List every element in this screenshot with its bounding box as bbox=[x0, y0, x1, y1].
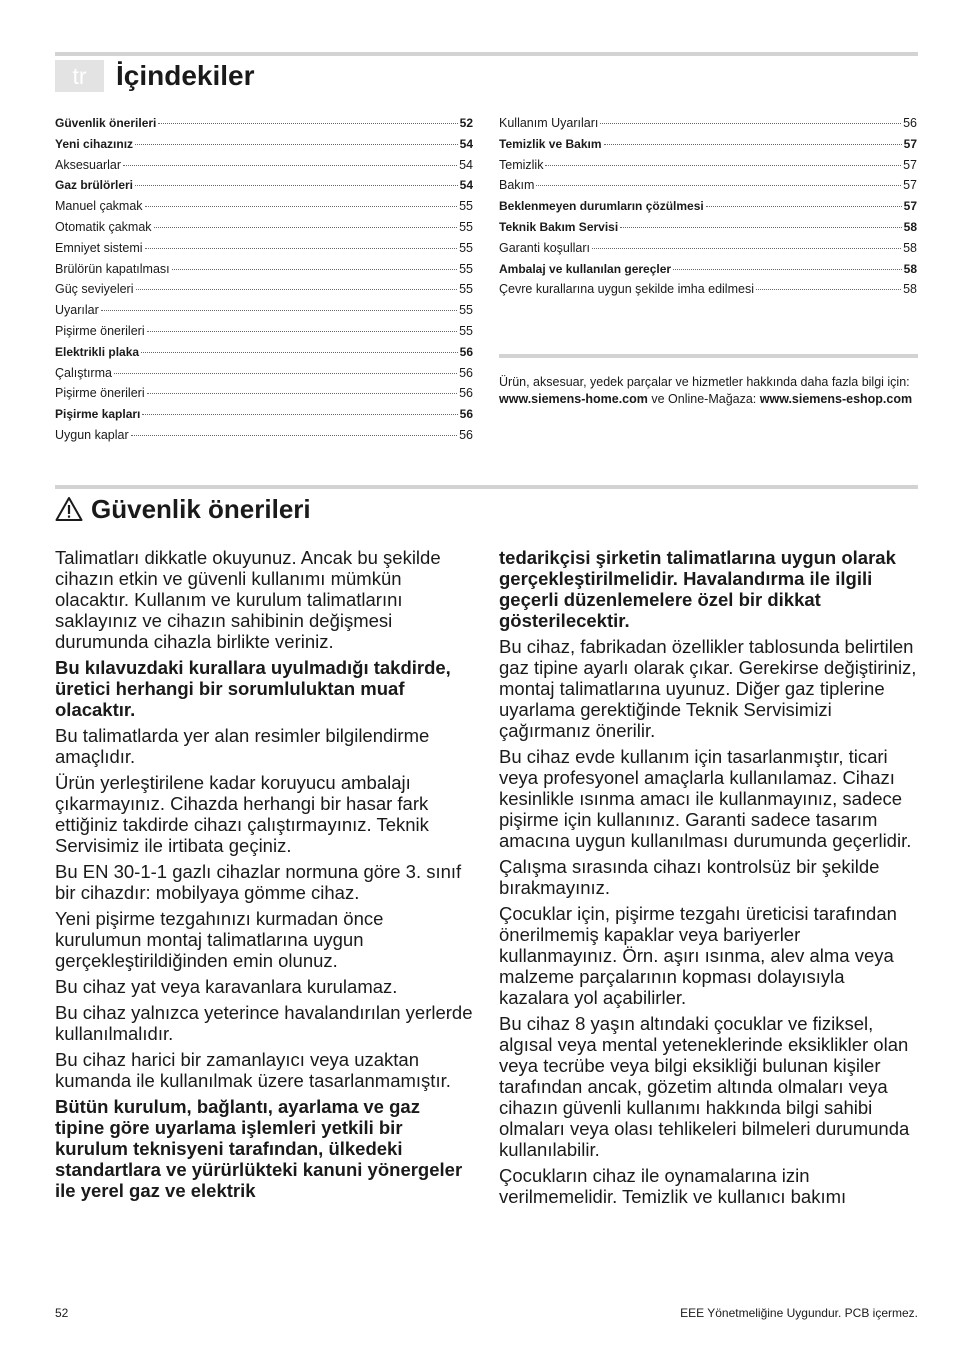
toc-leader-dots bbox=[131, 435, 457, 436]
body-paragraph: Bu cihaz yat veya karavanlara kurulamaz. bbox=[55, 976, 398, 997]
toc-entry-page: 57 bbox=[903, 178, 917, 193]
footer-note: EEE Yönetmeliğine Uygundur. PCB içermez. bbox=[680, 1306, 918, 1320]
toc-entry[interactable] bbox=[499, 238, 917, 259]
toc-leader-dots bbox=[620, 227, 901, 228]
toc-leader-dots bbox=[673, 269, 902, 270]
info-rule bbox=[499, 354, 918, 358]
toc-entry[interactable] bbox=[55, 238, 473, 259]
toc-entry-page: 56 bbox=[459, 386, 473, 401]
toc-entry-label: Yeni cihazınız bbox=[55, 136, 134, 151]
body-paragraph: Yeni pişirme tezgahınızı kurmadan önce kurulumun montaj talimatlarına uygun gerçekleştirildiğinden emin olunuz. bbox=[55, 908, 384, 971]
body-paragraph: Çocukların cihaz ile oynamalarına izin verilmemelidir. Temizlik ve kullanıcı bakımı bbox=[499, 1165, 847, 1207]
page-number: 52 bbox=[55, 1306, 69, 1320]
toc-entry-label: Otomatik çakmak bbox=[55, 219, 152, 234]
info-text-2: ve Online-Mağaza: bbox=[647, 391, 760, 406]
toc-entry-label: Pişirme önerileri bbox=[55, 323, 145, 338]
toc-entry[interactable] bbox=[499, 196, 917, 217]
toc-entry-label: Pişirme önerileri bbox=[55, 386, 145, 401]
toc-leader-dots bbox=[123, 165, 457, 166]
toc-entry[interactable] bbox=[55, 113, 473, 134]
link-siemens-home[interactable]: www.siemens-home.com bbox=[499, 391, 648, 406]
toc-entry-label: Gaz brülörleri bbox=[55, 178, 134, 193]
toc-entry[interactable] bbox=[55, 342, 473, 363]
toc-entry-page: 54 bbox=[459, 157, 473, 172]
toc-leader-dots bbox=[706, 206, 902, 207]
toc-leader-dots bbox=[135, 144, 458, 145]
toc-leader-dots bbox=[136, 289, 458, 290]
toc-entry[interactable] bbox=[55, 175, 473, 196]
toc-entry-page: 58 bbox=[903, 282, 917, 297]
section-title-text: Güvenlik önerileri bbox=[91, 494, 311, 524]
toc-entry-page: 56 bbox=[459, 365, 473, 380]
toc-leader-dots bbox=[592, 248, 901, 249]
toc-entry-label: Manuel çakmak bbox=[55, 199, 143, 214]
toc-entry-page: 54 bbox=[459, 178, 473, 193]
toc-entry-label: Çalıştırma bbox=[55, 365, 112, 380]
toc-leader-dots bbox=[536, 185, 901, 186]
toc-entry[interactable] bbox=[55, 321, 473, 342]
toc-entry-page: 55 bbox=[459, 303, 473, 318]
section-title bbox=[55, 493, 311, 525]
toc-leader-dots bbox=[114, 373, 457, 374]
toc-entry-page: 55 bbox=[459, 261, 473, 276]
toc-leader-dots bbox=[154, 227, 458, 228]
toc-entry-page: 57 bbox=[903, 157, 917, 172]
body-right-column bbox=[499, 547, 917, 1212]
toc-leader-dots bbox=[158, 123, 457, 124]
toc-leader-dots bbox=[145, 248, 458, 249]
toc-entry-label: Bakım bbox=[499, 178, 535, 193]
toc-entry[interactable] bbox=[55, 363, 473, 384]
body-paragraph: tedarikçisi şirketin talimatlarına uygun olarak gerçekleştirilmelidir. Havalandırma ile ilgili geçerli düzenlemelere özel bir dikkat gösterilecektir. bbox=[499, 547, 896, 631]
toc-entry-label: Pişirme kapları bbox=[55, 407, 141, 422]
toc-entry[interactable] bbox=[499, 259, 917, 280]
toc-entry[interactable] bbox=[499, 113, 917, 134]
toc-entry[interactable] bbox=[499, 134, 917, 155]
toc-entry[interactable] bbox=[55, 196, 473, 217]
toc-entry-label: Uygun kaplar bbox=[55, 427, 129, 442]
toc-entry-label: Temizlik ve Bakım bbox=[499, 136, 602, 151]
body-paragraph: Bu cihaz harici bir zamanlayıcı veya uzaktan kumanda ile kullanılmak üzere tasarlanmamıştır. bbox=[55, 1049, 451, 1091]
toc-entry-page: 55 bbox=[459, 323, 473, 338]
toc-leader-dots bbox=[172, 269, 457, 270]
toc-leader-dots bbox=[142, 414, 457, 415]
body-paragraph: Çalışma sırasında cihazı kontrolsüz bir şekilde bırakmayınız. bbox=[499, 856, 880, 898]
toc-entry-label: Temizlik bbox=[499, 157, 544, 172]
body-paragraph: Bu cihaz yalnızca yeterince havalandırılan yerlerde kullanılmalıdır. bbox=[55, 1002, 473, 1044]
body-paragraph: Bu cihaz evde kullanım için tasarlanmıştır, ticari veya profesyonel amaçlarla kullanılamaz. Cihazı kesinlikle ısınma amacı ile kullanmayınız, sadece pişirme için kullanınız. Garanti sadece tasarım amacına uygun kullanılması durumunda geçerlidir. bbox=[499, 746, 912, 851]
body-paragraph: Bütün kurulum, bağlantı, ayarlama ve gaz tipine göre uyarlama işlemleri yetkili bir kurulum teknisyeni tarafından, ülkedeki standartlara ve yürürlükteki kanuni yönergeler ile yerel gaz ve elektrik bbox=[55, 1096, 463, 1201]
toc-entry-label: Çevre kurallarına uygun şekilde imha edilmesi bbox=[499, 282, 754, 297]
toc-entry[interactable] bbox=[499, 155, 917, 176]
toc-entry-page: 57 bbox=[903, 199, 917, 214]
warning-triangle-icon bbox=[55, 496, 83, 522]
toc-entry-page: 56 bbox=[903, 116, 917, 130]
toc-left-column bbox=[55, 113, 473, 446]
body-paragraph: Bu EN 30-1-1 gazlı cihazlar normuna göre 3. sınıf bir cihazdır: mobilyaya gömme cihaz. bbox=[55, 861, 462, 903]
toc-entry-label: Aksesuarlar bbox=[55, 157, 121, 172]
toc-entry-label: Güvenlik önerileri bbox=[55, 116, 157, 130]
toc-entry-page: 57 bbox=[903, 136, 917, 151]
info-text-1: Ürün, aksesuar, yedek parçalar ve hizmetler hakkında daha fazla bilgi için: bbox=[499, 375, 910, 389]
toc-leader-dots bbox=[141, 352, 458, 353]
toc-entry[interactable] bbox=[55, 300, 473, 321]
toc-entry-page: 55 bbox=[459, 219, 473, 234]
body-paragraph: Ürün yerleştirilene kadar koruyucu ambalajı çıkarmayınız. Cihazda herhangi bir hasar fark ettiğiniz takdirde cihazı çalıştırmayınız. Teknik Servisimiz ile irtibata geçiniz. bbox=[55, 772, 429, 856]
toc-leader-dots bbox=[147, 393, 457, 394]
body-paragraph: Bu kılavuzdaki kurallara uyulmadığı takdirde, üretici herhangi bir sorumluluktan muaf olacaktır. bbox=[55, 657, 451, 720]
toc-entry[interactable] bbox=[55, 155, 473, 176]
toc-entry-label: Kullanım Uyarıları bbox=[499, 116, 599, 130]
toc-title: İçindekiler bbox=[116, 60, 255, 91]
toc-leader-dots bbox=[101, 310, 457, 311]
toc-entry-page: 56 bbox=[459, 344, 473, 359]
toc-leader-dots bbox=[604, 144, 902, 145]
toc-entry[interactable] bbox=[55, 279, 473, 300]
toc-entry-page: 58 bbox=[903, 261, 917, 276]
toc-entry-label: Teknik Bakım Servisi bbox=[499, 219, 619, 234]
toc-entry-page: 58 bbox=[903, 219, 917, 234]
body-paragraph: Bu talimatlarda yer alan resimler bilgilendirme amaçlıdır. bbox=[55, 725, 430, 767]
toc-entry[interactable] bbox=[499, 279, 917, 300]
toc-right-column bbox=[499, 113, 917, 300]
toc-entry[interactable] bbox=[55, 217, 473, 238]
toc-leader-dots bbox=[145, 206, 458, 207]
toc-entry-label: Emniyet sistemi bbox=[55, 240, 143, 255]
top-rule bbox=[55, 52, 918, 56]
toc-entry[interactable] bbox=[499, 175, 917, 196]
toc-entry-label: Beklenmeyen durumların çözülmesi bbox=[499, 199, 704, 214]
toc-entry-page: 54 bbox=[459, 136, 473, 151]
link-siemens-eshop[interactable]: www.siemens-eshop.com bbox=[759, 391, 913, 406]
toc-entry[interactable] bbox=[55, 383, 473, 404]
body-left-column bbox=[55, 547, 473, 1206]
toc-entry[interactable] bbox=[55, 425, 473, 446]
body-paragraph: Bu cihaz, fabrikadan özellikler tablosunda belirtilen gaz tipine ayarlı olarak çıkar. Gerekirse değiştiriniz, montaj talimatlarına uyunuz. Diğer gaz tiplerine uyarlama gerektiğinde Teknik Servisimizi çağırmanız önerilir. bbox=[499, 636, 917, 741]
body-paragraph: Çocuklar için, pişirme tezgahı üreticisi tarafından önerilmemiş kapaklar veya bariyerler kullanmayınız. Örn. aşırı ısınma, alev alma veya malzeme parçalarının kopması dolayısıyla kazalara yol açabilirler. bbox=[499, 903, 897, 1008]
toc-entry[interactable] bbox=[55, 134, 473, 155]
info-note bbox=[499, 374, 918, 407]
toc-entry-page: 55 bbox=[459, 199, 473, 214]
body-paragraph: Bu cihaz 8 yaşın altındaki çocuklar ve fiziksel, algısal veya mental yeteneklerinde eksiklikler olan veya tecrübe veya bilgi eksikliği bulunan kişiler tarafından ancak, gözetim altında olmaları veya cihazın güvenli kullanımı hakkında bilgi sahibi olmaları veya olası tehlikeleri bilmeleri durumunda kullanılabilir. bbox=[499, 1013, 910, 1160]
toc-entry-page: 55 bbox=[459, 240, 473, 255]
toc-entry-label: Garanti koşulları bbox=[499, 240, 591, 255]
toc-entry-label: Elektrikli plaka bbox=[55, 344, 140, 359]
toc-entry[interactable] bbox=[55, 259, 473, 280]
toc-entry-page: 56 bbox=[459, 407, 473, 422]
toc-entry-page: 56 bbox=[459, 427, 473, 442]
toc-entry[interactable] bbox=[55, 404, 473, 425]
toc-entry-label: Uyarılar bbox=[55, 303, 99, 318]
language-badge: tr bbox=[55, 60, 104, 92]
section-rule bbox=[55, 485, 918, 489]
toc-entry-page: 58 bbox=[903, 240, 917, 255]
toc-entry[interactable] bbox=[499, 217, 917, 238]
toc-leader-dots bbox=[600, 123, 901, 124]
toc-leader-dots bbox=[545, 165, 901, 166]
toc-leader-dots bbox=[147, 331, 457, 332]
body-paragraph: Talimatları dikkatle okuyunuz. Ancak bu şekilde cihazın etkin ve güvenli kullanımı mümkün olacaktır. Kullanım ve kurulum talimatlarını saklayınız ve cihazın sahibinin değişmesi durumunda cihazla birlikte veriniz. bbox=[55, 547, 441, 652]
toc-entry-page: 52 bbox=[459, 116, 473, 130]
toc-leader-dots bbox=[756, 289, 901, 290]
toc-entry-label: Ambalaj ve kullanılan gereçler bbox=[499, 261, 672, 276]
toc-leader-dots bbox=[135, 185, 458, 186]
toc-entry-label: Güç seviyeleri bbox=[55, 282, 134, 297]
toc-entry-page: 55 bbox=[459, 282, 473, 297]
toc-entry-label: Brülörün kapatılması bbox=[55, 261, 170, 276]
